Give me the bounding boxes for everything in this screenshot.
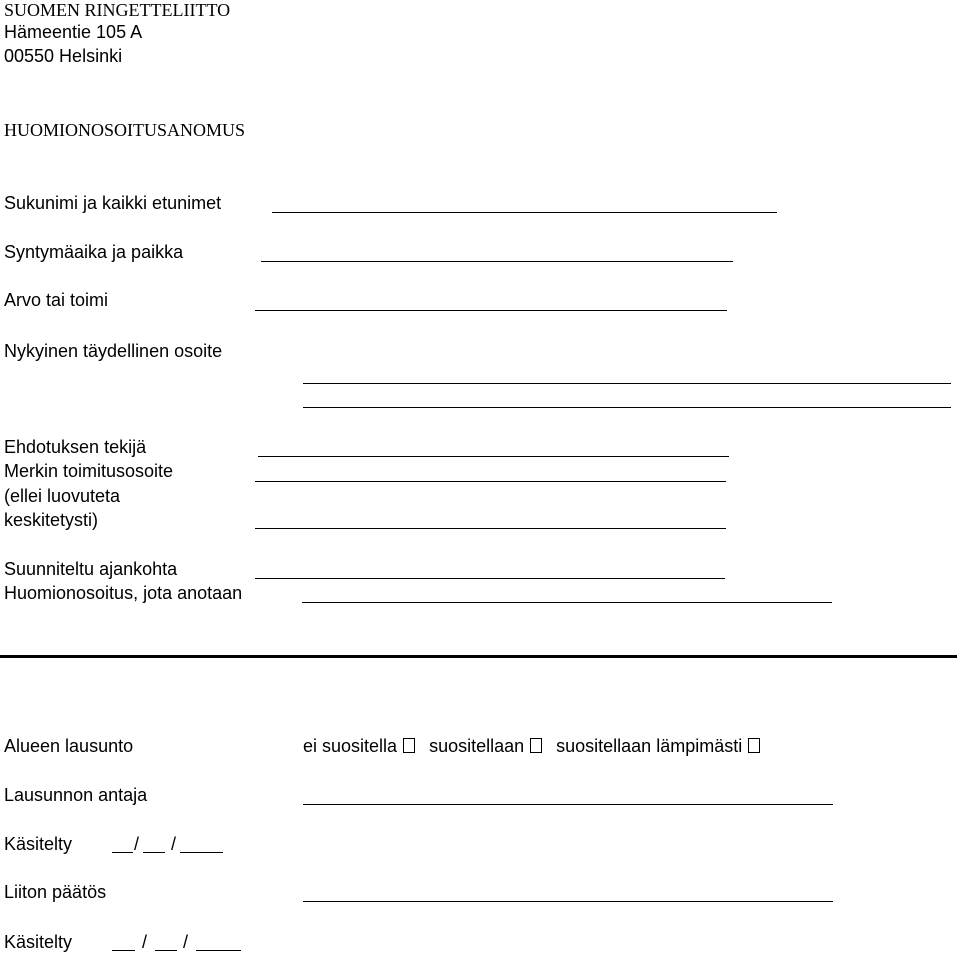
proposer-field[interactable] [258,456,729,457]
surname-label: Sukunimi ja kaikki etunimet [4,193,222,213]
date-separator: / [142,932,148,952]
delivery-label-1: Merkin toimitusosoite [4,461,174,481]
option-label: suositellaan [429,736,525,756]
date-separator: / [134,834,140,854]
form-title: HUOMIONOSOITUSANOMUS [4,120,246,140]
processed-year-field-2[interactable] [196,950,241,951]
decision-label: Liiton päätös [4,882,107,902]
option-label: ei suositella [303,736,398,756]
checkbox-icon[interactable] [403,738,415,753]
proposer-label: Ehdotuksen tekijä [4,437,147,457]
option-recommended[interactable] [429,736,542,756]
requested-field[interactable] [302,602,832,603]
processed-day-field-2[interactable] [112,950,135,951]
birth-field[interactable] [261,261,733,262]
address-field-2[interactable] [303,407,951,408]
title-role-label: Arvo tai toimi [4,290,109,310]
address-label: Nykyinen täydellinen osoite [4,341,223,361]
statement-options [303,736,760,756]
processed-label-1: Käsitelty [4,834,73,854]
delivery-label-3: keskitetysti) [4,510,99,530]
planned-label: Suunniteltu ajankohta [4,559,178,579]
requested-label: Huomionosoitus, jota anotaan [4,583,243,603]
date-separator: / [183,932,189,952]
processed-year-field-1[interactable] [180,852,223,853]
giver-label: Lausunnon antaja [4,785,148,805]
option-label: suositellaan lämpimästi [556,736,743,756]
option-warmly-recommended[interactable] [556,736,760,756]
option-not-recommended[interactable] [303,736,415,756]
address-field-1[interactable] [303,383,951,384]
checkbox-icon[interactable] [748,738,760,753]
org-city: 00550 Helsinki [4,46,123,66]
statement-label: Alueen lausunto [4,736,134,756]
processed-label-2: Käsitelty [4,932,73,952]
birth-label: Syntymäaika ja paikka [4,242,184,262]
delivery-field-1[interactable] [255,481,726,482]
giver-field[interactable] [303,804,833,805]
date-separator: / [171,834,177,854]
processed-month-field-2[interactable] [155,950,177,951]
processed-day-field-1[interactable] [112,852,133,853]
title-role-field[interactable] [255,310,727,311]
planned-field[interactable] [255,578,725,579]
delivery-label-2: (ellei luovuteta [4,486,121,506]
surname-field[interactable] [272,212,777,213]
checkbox-icon[interactable] [530,738,542,753]
org-name: SUOMEN RINGETTELIITTO [4,0,231,20]
decision-field[interactable] [303,901,833,902]
processed-month-field-1[interactable] [143,852,165,853]
delivery-field-2[interactable] [255,528,726,529]
org-street: Hämeentie 105 A [4,22,143,42]
section-divider [0,655,957,658]
